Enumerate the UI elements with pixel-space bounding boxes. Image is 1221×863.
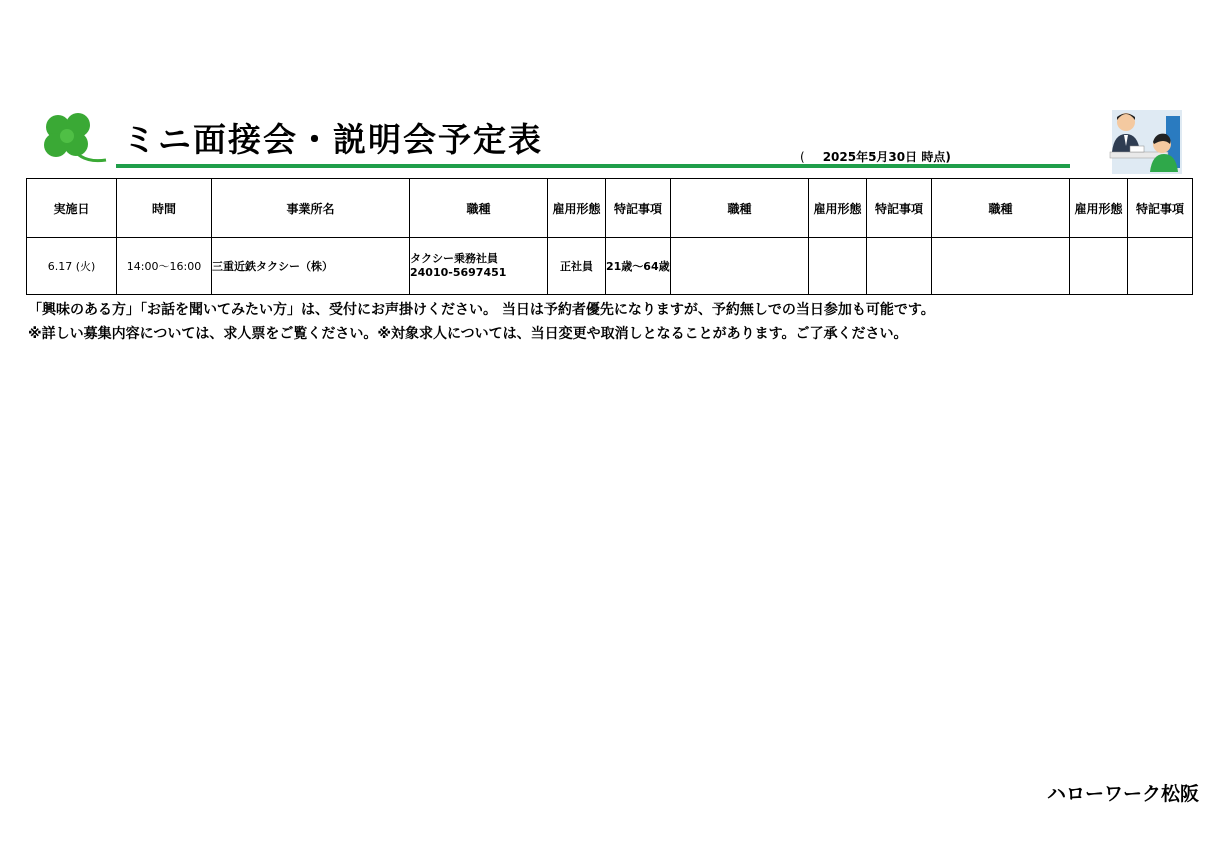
notes <box>28 298 935 346</box>
note-line-1: 「興味のある方」「お話を聞いてみたい方」は、受付にお声掛けください。 当日は予約者優先になりますが、予約無しでの当日参加も可能です。 <box>28 302 935 318</box>
header-job-1: 職種 <box>410 179 548 238</box>
cell-note-1: 21歳～64歳 <box>606 238 671 295</box>
cell-company: 三重近鉄タクシー（株） <box>212 238 410 295</box>
table-header-row <box>27 179 1193 238</box>
header-employment-3: 雇用形態 <box>1070 179 1128 238</box>
cell-employment-3 <box>1070 238 1128 295</box>
schedule-table <box>26 178 1193 295</box>
note-line-2: ※詳しい募集内容については、求人票をご覧ください。※対象求人については、当日変更や取消しとなることがあります。ご了承ください。 <box>28 326 908 342</box>
cell-job-1 <box>410 238 548 295</box>
cell-date: 6.17 (火) <box>27 238 117 295</box>
header-job-3: 職種 <box>932 179 1070 238</box>
header-company: 事業所名 <box>212 179 410 238</box>
header-employment-2: 雇用形態 <box>809 179 867 238</box>
interview-illustration <box>1104 108 1184 176</box>
header-note-2: 特記事項 <box>867 179 932 238</box>
as-of-date: ( 2025年5月30日 時点) <box>800 150 951 164</box>
header-date: 実施日 <box>27 179 117 238</box>
header-note-1: 特記事項 <box>606 179 671 238</box>
cell-job-2 <box>671 238 809 295</box>
header-note-3: 特記事項 <box>1128 179 1193 238</box>
office-name: ハローワーク松阪 <box>1046 783 1199 805</box>
job-title: タクシー乗務社員 <box>410 252 498 265</box>
table-row <box>27 238 1193 295</box>
header-employment-1: 雇用形態 <box>548 179 606 238</box>
job-number: 24010-5697451 <box>410 266 507 279</box>
cell-employment-1: 正社員 <box>548 238 606 295</box>
cell-note-2 <box>867 238 932 295</box>
clover-icon <box>36 110 108 170</box>
cell-employment-2 <box>809 238 867 295</box>
header-time: 時間 <box>117 179 212 238</box>
cell-job-3 <box>932 238 1070 295</box>
cell-time: 14:00～16:00 <box>117 238 212 295</box>
page-title: ミニ面接会・説明会予定表 <box>123 120 543 159</box>
cell-note-3 <box>1128 238 1193 295</box>
header-job-2: 職種 <box>671 179 809 238</box>
